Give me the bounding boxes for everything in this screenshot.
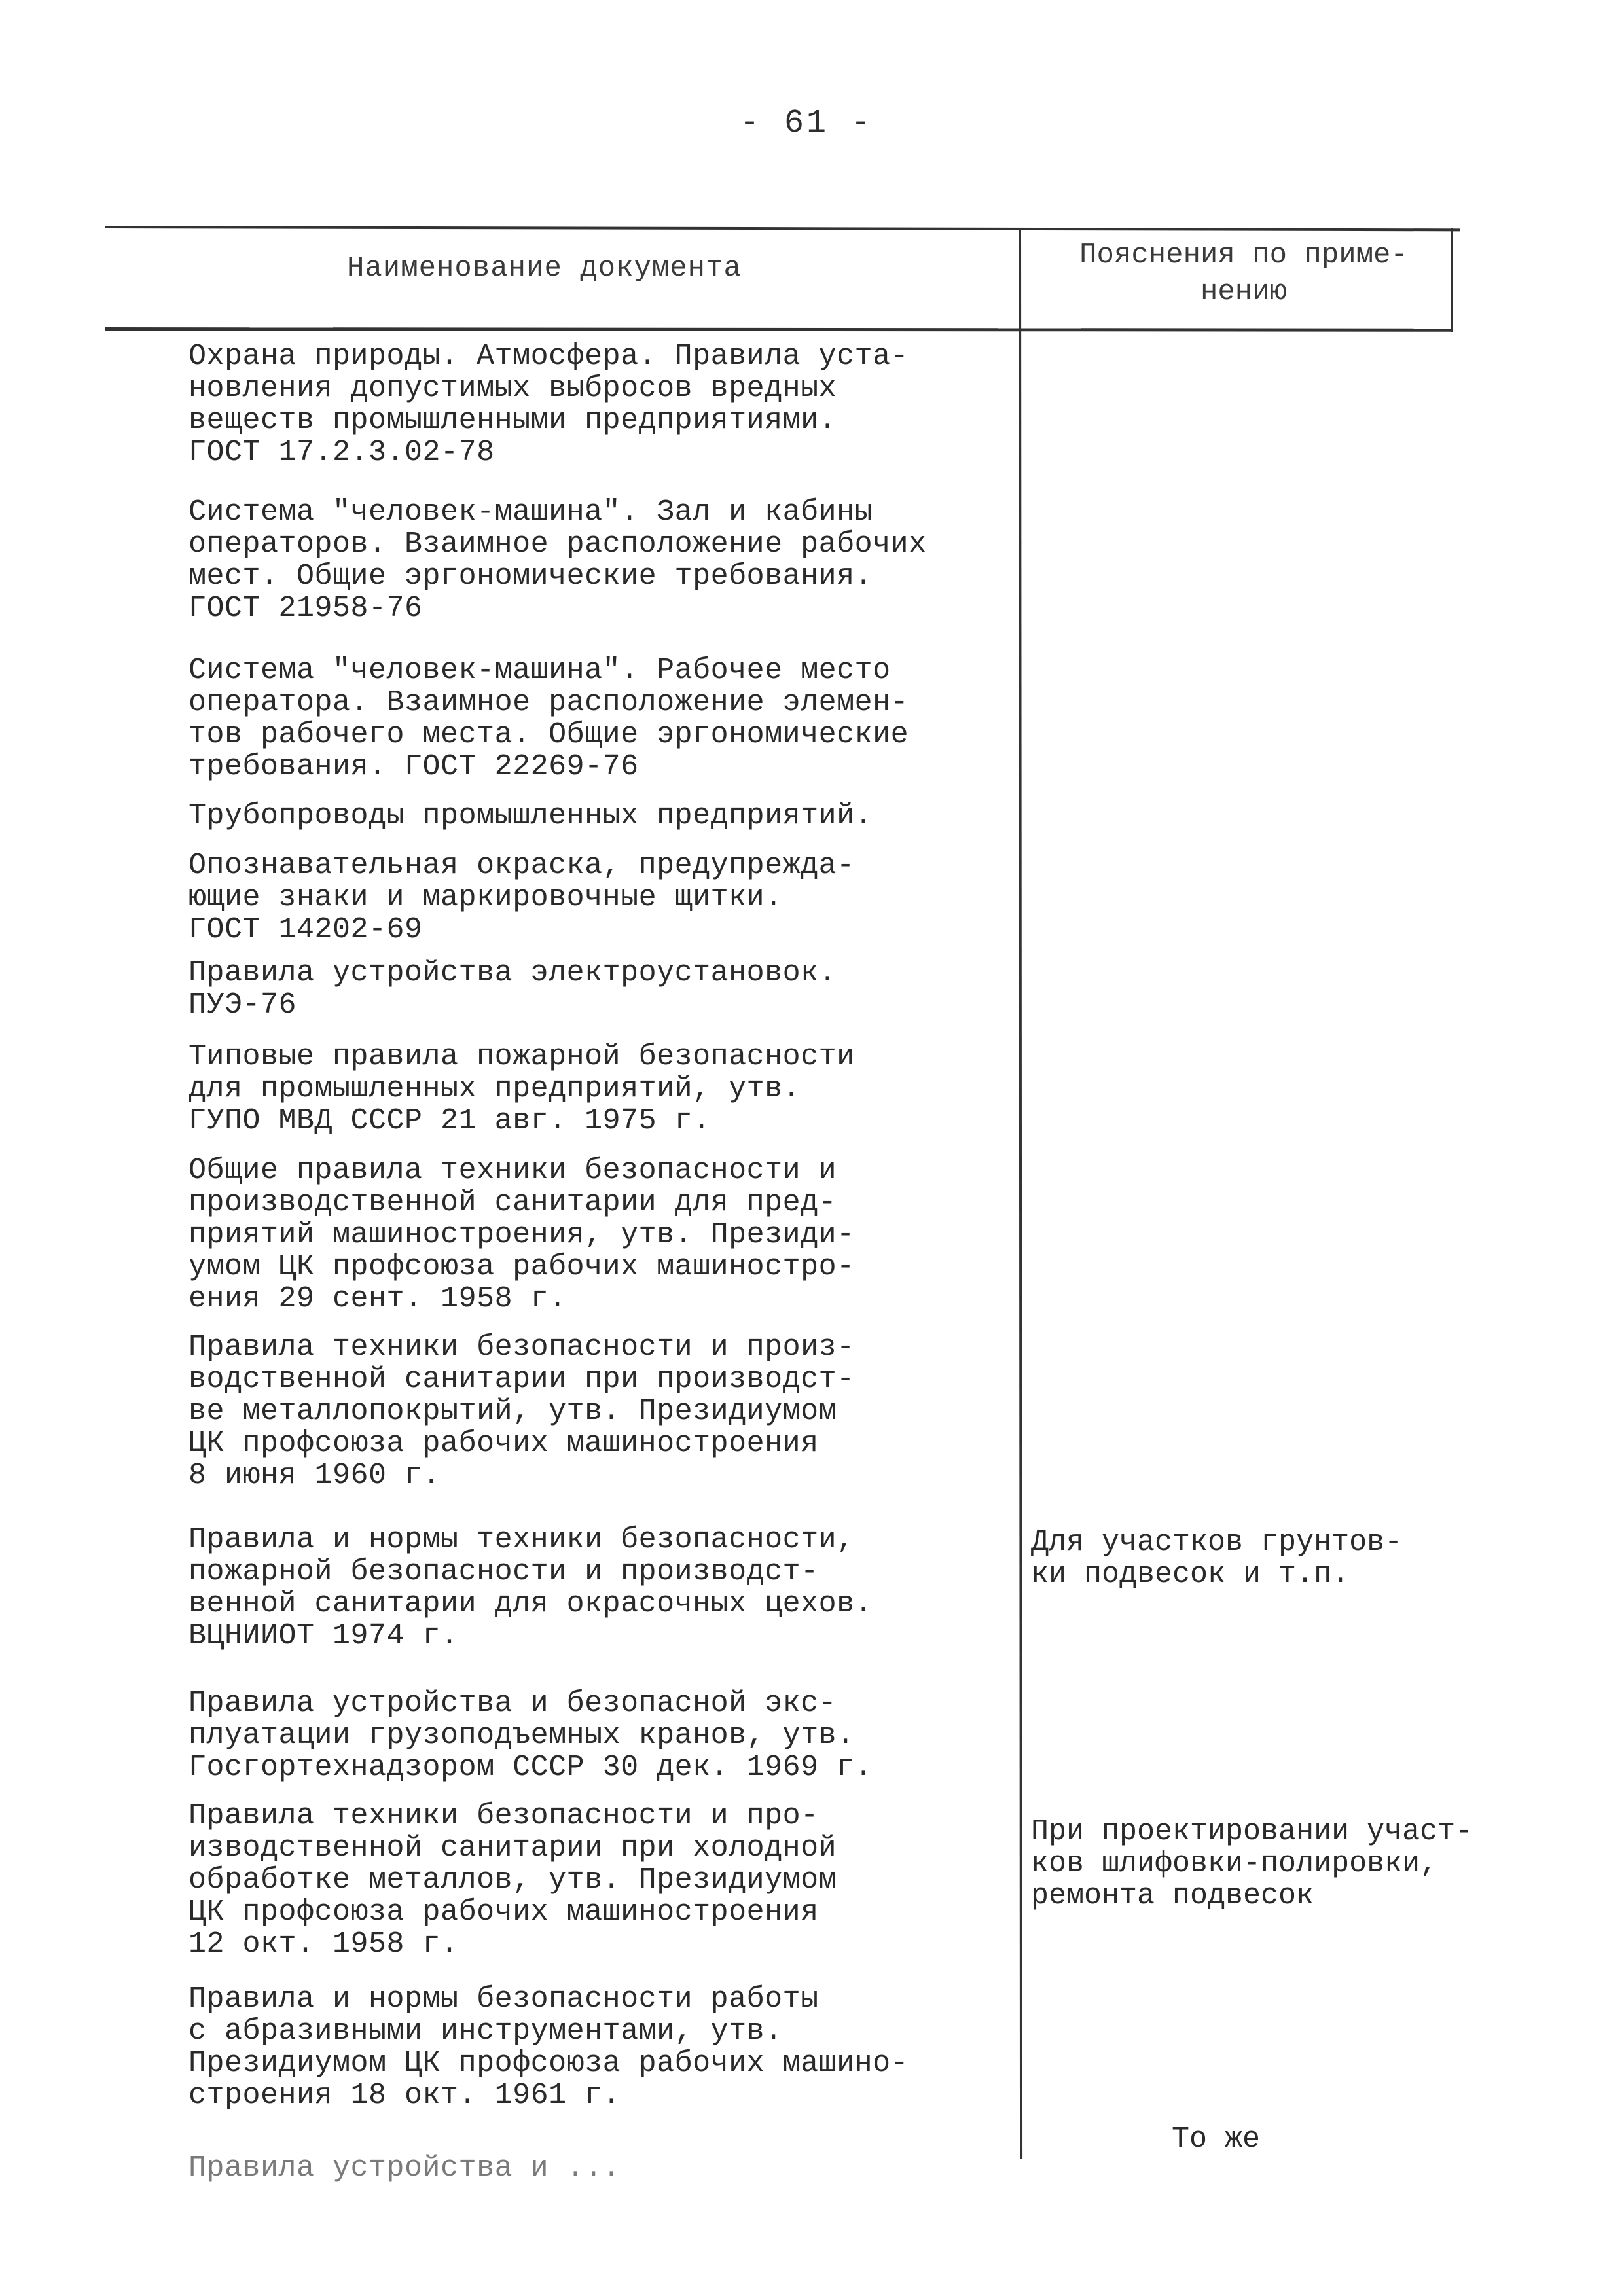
table-row: Правила и нормы безопасности работы с абразивными инструментами, утв. Президиумом ЦК профсоюза рабочих машино- строения 18 окт. 1961 г. — [189, 1982, 909, 2112]
table-row: Правила техники безопасности и про- изводственной санитарии при холодной обработке металлов, утв. Президиумом ЦК профсоюза рабочих машиностроения 12 окт. 1958 г. — [189, 1799, 837, 1961]
table-row: Правила устройства и безопасной экс- плуатации грузоподъемных кранов, утв. Госгортехнадзором СССР 30 дек. 1969 г. — [189, 1687, 873, 1784]
table-note: Для участков грунтов- ки подвесок и т.п. — [1031, 1526, 1403, 1591]
table-right-edge — [1451, 228, 1453, 332]
table-header-rule — [105, 327, 1453, 332]
table-note: То же — [1172, 2123, 1261, 2156]
column-header-notes: Пояснения по приме- нению — [1079, 239, 1408, 308]
column-divider — [1019, 228, 1022, 2159]
table-row: Правила техники безопасности и произ- водственной санитарии при производст- ве металлопокрытий, утв. Президиумом ЦК профсоюза рабочих машиностроения 8 июня 1960 г. — [189, 1331, 855, 1492]
table-row: Правила и нормы техники безопасности, пожарной безопасности и производст- венной санитарии для окрасочных цехов. ВЦНИИОТ 1974 г. — [189, 1523, 873, 1653]
table-row: Система "человек-машина". Рабочее место оператора. Взаимное расположение элемен- тов рабочего места. Общие эргономические требования. ГОСТ 22269-76 — [189, 654, 909, 783]
table-row: Правила устройства электроустановок. ПУЭ-76 — [189, 956, 837, 1022]
table-row: Опознавательная окраска, предупрежда- ющие знаки и маркировочные щитки. ГОСТ 14202-69 — [189, 849, 855, 946]
table-note: При проектировании участ- ков шлифовки-полировки, ремонта подвесок — [1031, 1815, 1473, 1912]
table-row: Правила устройства и ... — [189, 2151, 621, 2185]
table-row: Охрана природы. Атмосфера. Правила уста- новления допустимых выбросов вредных веществ промышленными предприятиями. ГОСТ 17.2.3.02-78 — [189, 340, 909, 469]
page-number: - 61 - — [740, 105, 874, 142]
table-row: Типовые правила пожарной безопасности для промышленных предприятий, утв. ГУПО МВД СССР 21 авг. 1975 г. — [189, 1040, 855, 1138]
table-top-rule — [105, 226, 1460, 231]
table-row: Система "человек-машина". Зал и кабины операторов. Взаимное расположение рабочих мест. Общие эргономические требования. ГОСТ 21958-76 — [189, 495, 927, 625]
table-row: Трубопроводы промышленных предприятий. — [189, 799, 873, 833]
table-row: Общие правила техники безопасности и производственной санитарии для пред- приятий машиностроения, утв. Президи- умом ЦК профсоюза рабочих машиностро- ения 29 сент. 1958 г. — [189, 1154, 855, 1316]
column-header-name: Наименование документа — [347, 252, 742, 285]
